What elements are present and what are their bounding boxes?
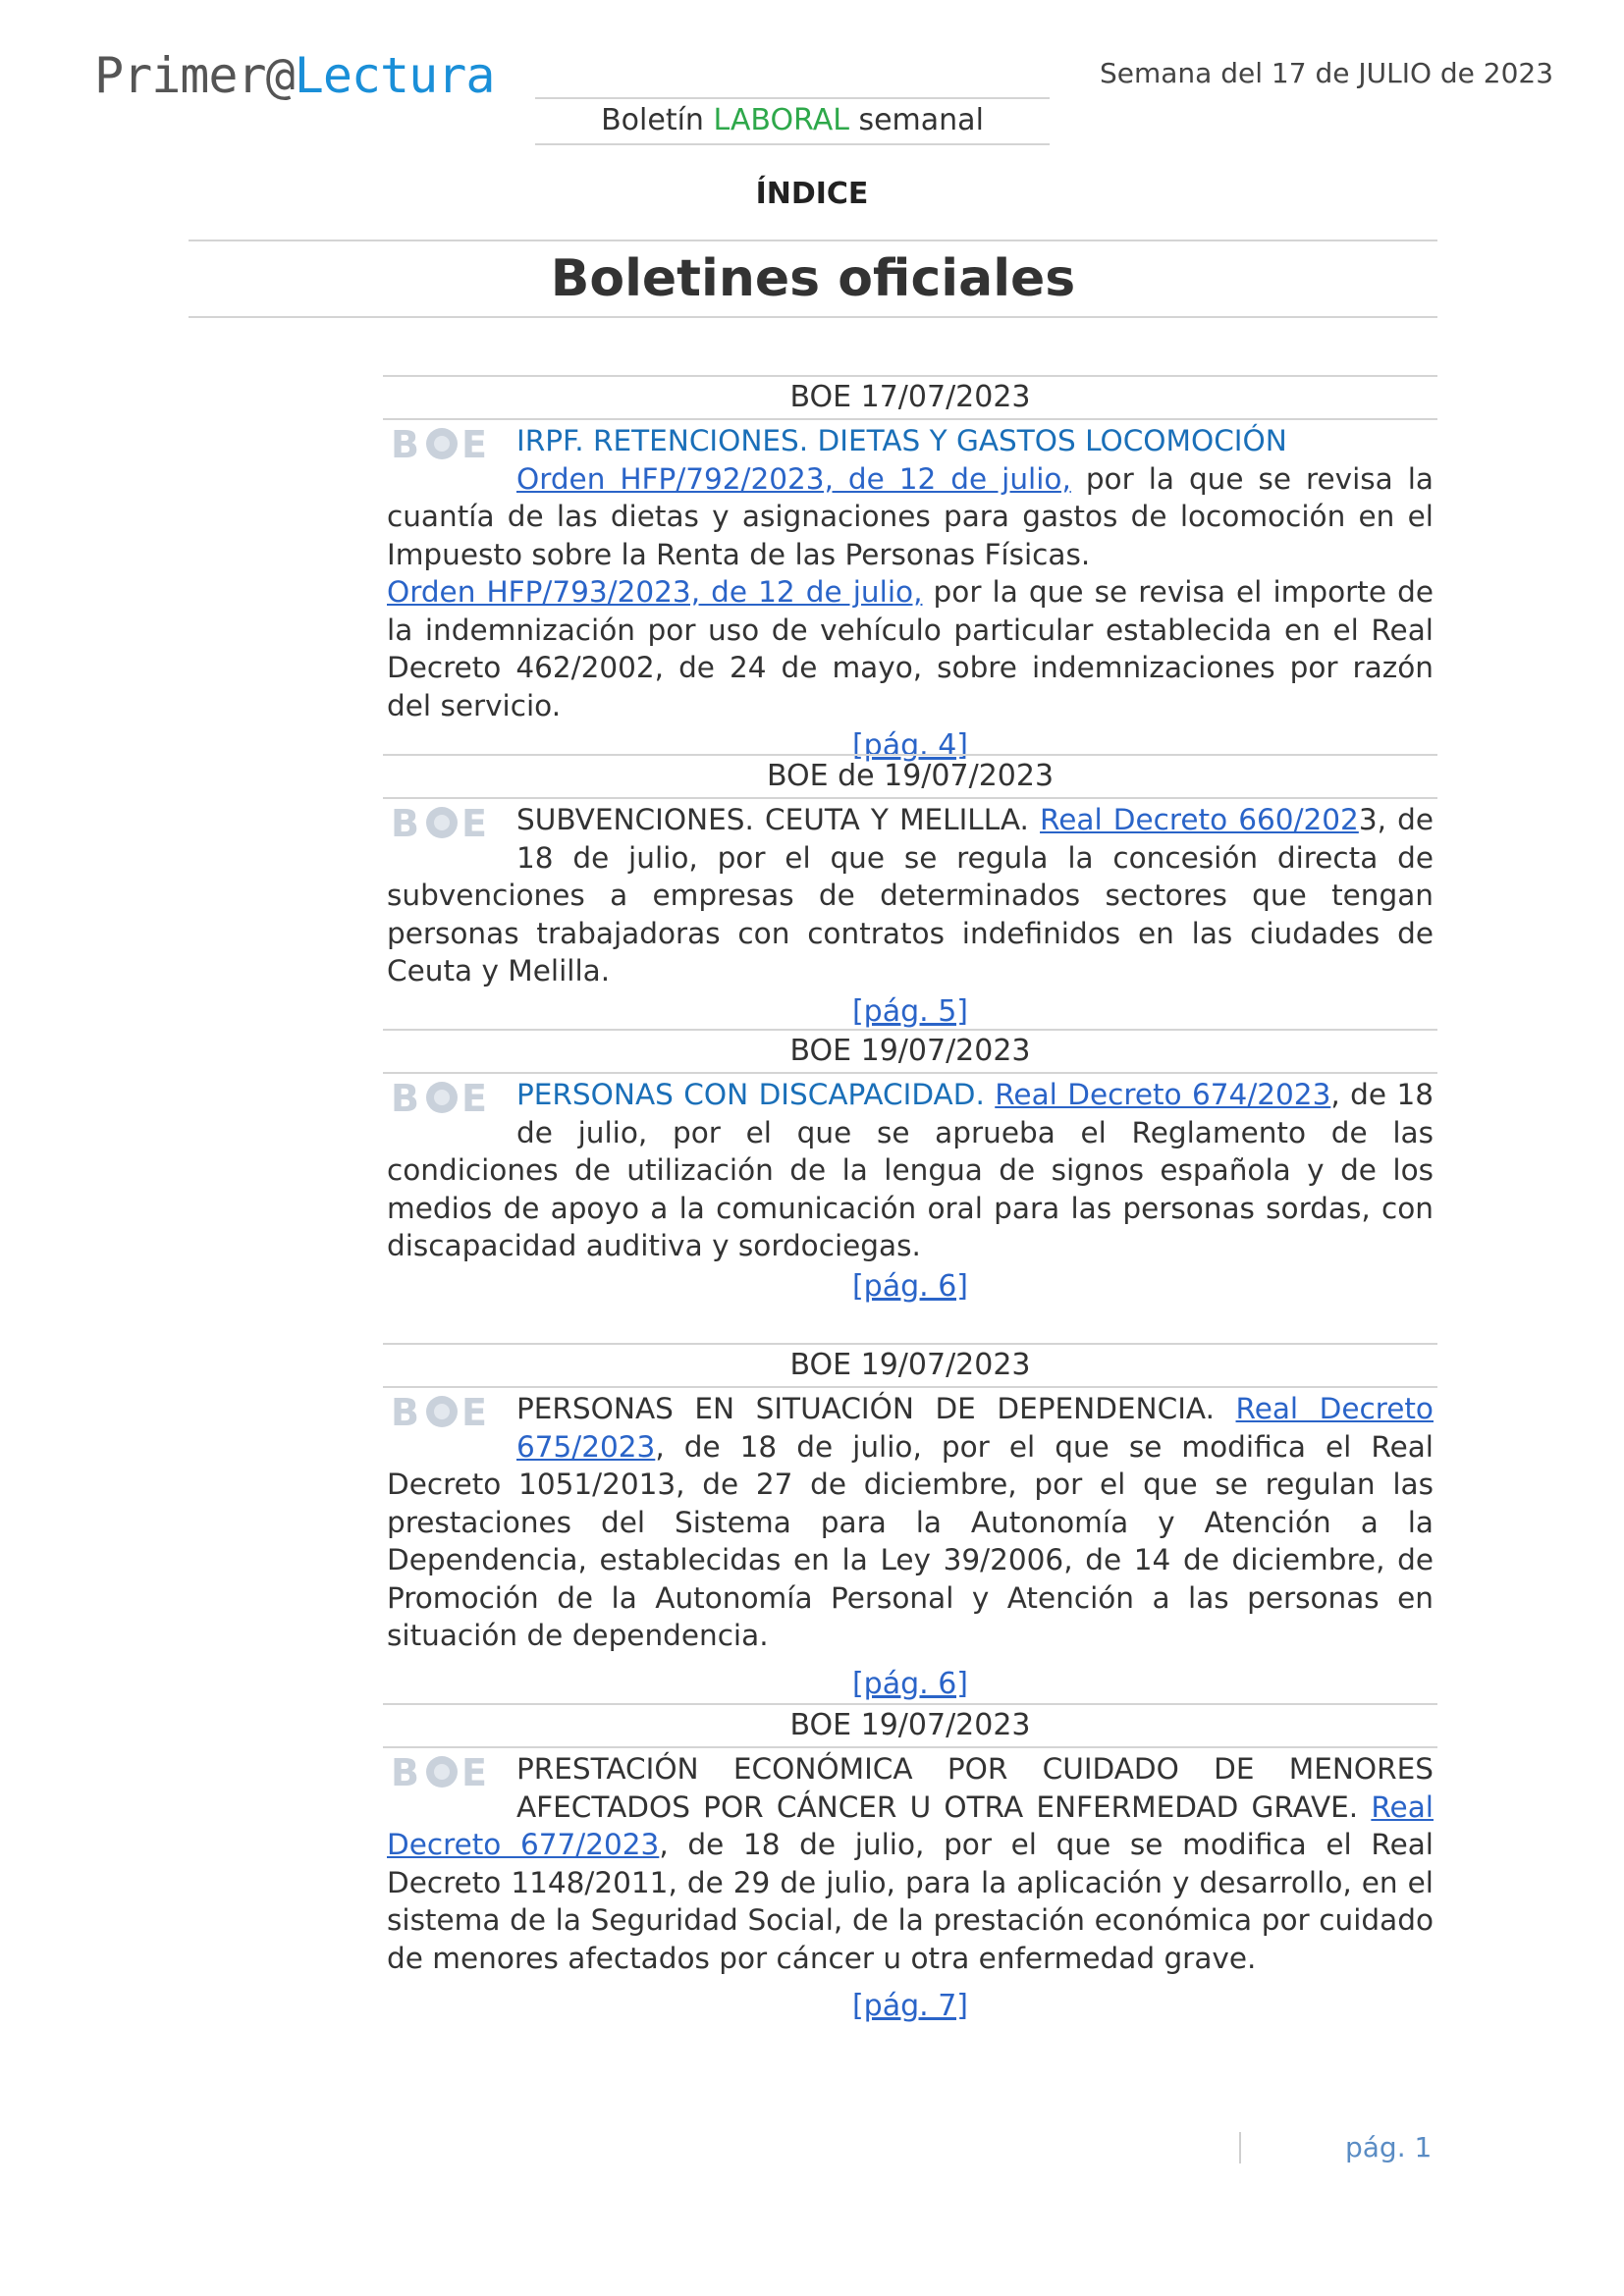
bulletin-highlight: LABORAL: [713, 103, 849, 137]
entry-text: por la que se revisa la cuantía de las dietas y asignaciones para gastos de locomoción en el Impuesto sobre la Renta de las Personas Físicas.: [387, 461, 1434, 571]
boe-logo-icon: [391, 1754, 499, 1789]
page-number: pág. 1: [1345, 2131, 1433, 2163]
entry-title: IRPF. RETENCIONES. DIETAS Y GASTOS LOCOMOCIÓN: [516, 424, 1287, 457]
entry-link[interactable]: Real Decreto 674/2023: [995, 1078, 1331, 1111]
brand-logo-part2: Lectura: [294, 47, 495, 104]
bulletin-post: semanal: [848, 103, 984, 137]
brand-logo: [94, 47, 494, 104]
entry-date: BOE de 19/07/2023: [383, 754, 1437, 799]
entry-link[interactable]: Real Decreto 677/2023: [387, 1789, 1434, 1861]
page-link[interactable]: [pág. 5]: [851, 993, 969, 1029]
index-title: ÍNDICE: [755, 177, 869, 211]
bulletin-entry: [383, 375, 1437, 763]
bulletin-entry: [383, 1029, 1437, 1304]
entry-text: , de 18 de julio, por el que se modifica el Real Decreto 1148/2011, de 29 de julio, para la aplicación y desarrollo, en el sistema de la Seguridad Social, de la prestación económica por cuidado de menores afectados por cáncer u otra enfermedad grave.: [387, 1828, 1434, 1975]
entry-text: , de 18 de julio, por el que se modifica el Real Decreto 1051/2013, de 27 de diciembre, por el que se regulan las prestaciones del Sistema para la Autonomía y Atención a la Dependencia, establecidas en la Ley 39/2006, de 14 de diciembre, de Promoción de la Autonomía Personal y Atención a las personas en situación de dependencia.: [387, 1429, 1434, 1652]
entry-text: por la que se revisa el importe de la indemnización por uso de vehículo particular establecida en el Real Decreto 462/2002, de 24 de mayo, sobre indemnizaciones por razón del servicio.: [387, 575, 1434, 722]
entry-date: BOE 19/07/2023: [383, 1703, 1437, 1748]
page-link[interactable]: [pág. 6]: [851, 1666, 969, 1701]
bulletin-entry: [383, 1703, 1437, 2023]
section-title: Boletines oficiales: [189, 240, 1437, 318]
entry-date: BOE 17/07/2023: [383, 375, 1437, 420]
entry-link[interactable]: Orden HFP/793/2023, de 12 de julio,: [387, 575, 923, 609]
bulletin-entry: [383, 1343, 1437, 1701]
entry-link[interactable]: Real Decreto 660/202: [1040, 803, 1359, 836]
bulletin-pre: Boletín: [601, 103, 714, 137]
entry-date: BOE 19/07/2023: [383, 1343, 1437, 1388]
page-link[interactable]: [pág. 4]: [851, 728, 969, 763]
brand-logo-part1: Primer@: [94, 47, 295, 104]
entry-text: 3, de 18 de julio, por el que se regula la concesión directa de subvenciones a empresas de determinados sectores que tengan personas trabajadoras con contratos indefinidos en las ciudades de Ceuta y Melilla.: [387, 803, 1434, 988]
entry-body: [383, 1750, 1437, 1977]
bulletin-entry: [383, 754, 1437, 1029]
entry-body: [383, 1390, 1437, 1655]
week-label: Semana del 17 de JULIO de 2023: [1100, 57, 1554, 89]
entry-body: [383, 422, 1437, 724]
entry-body: [383, 801, 1437, 990]
boe-logo-icon: [391, 426, 499, 461]
page-link[interactable]: [pág. 7]: [851, 1989, 969, 2023]
entry-title: PERSONAS EN SITUACIÓN DE DEPENDENCIA.: [516, 1392, 1215, 1425]
entry-link[interactable]: Real Decreto 675/2023: [516, 1392, 1434, 1464]
boe-logo-icon: [391, 1394, 499, 1429]
entry-date: BOE 19/07/2023: [383, 1029, 1437, 1074]
footer-divider: [1239, 2132, 1241, 2163]
entry-title: PRESTACIÓN ECONÓMICA POR CUIDADO DE MENORES AFECTADOS POR CÁNCER U OTRA ENFERMEDAD GRAVE.: [516, 1752, 1434, 1824]
bulletin-subtitle: [535, 97, 1050, 145]
page-link[interactable]: [pág. 6]: [851, 1268, 969, 1304]
entry-body: [383, 1076, 1437, 1265]
boe-logo-icon: [391, 805, 499, 840]
entry-text: , de 18 de julio, por el que se aprueba el Reglamento de las condiciones de utilización de la lengua de signos española y de los medios de apoyo a la comunicación oral para las personas sordas, con discapacidad auditiva y sordociegas.: [387, 1078, 1434, 1262]
entry-title: PERSONAS CON DISCAPACIDAD.: [516, 1078, 985, 1111]
boe-logo-icon: [391, 1080, 499, 1115]
entry-title: SUBVENCIONES. CEUTA Y MELILLA.: [516, 803, 1029, 836]
entry-link[interactable]: Orden HFP/792/2023, de 12 de julio,: [516, 461, 1071, 496]
